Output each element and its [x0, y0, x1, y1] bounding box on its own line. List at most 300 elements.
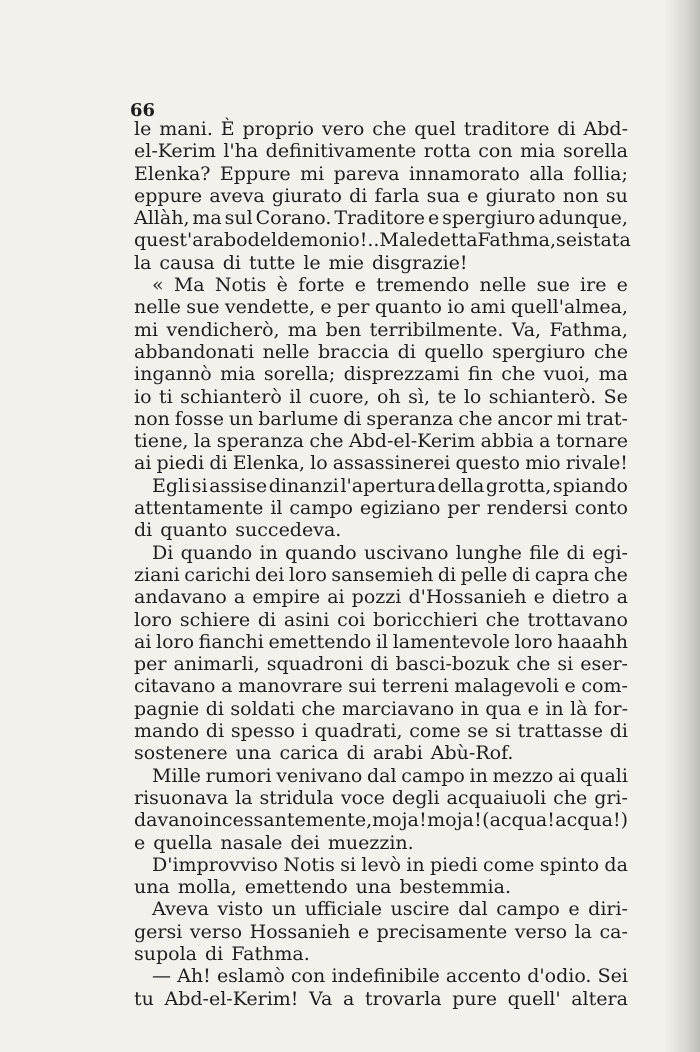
- word: in: [259, 541, 278, 564]
- word: accento: [445, 965, 522, 988]
- word: loro: [134, 608, 173, 631]
- word: basci-bozuk: [395, 653, 510, 676]
- word: verso: [514, 920, 568, 943]
- word: schianterò: [180, 385, 282, 408]
- text-line: [134, 965, 628, 987]
- word: ingannò: [134, 363, 212, 386]
- word: spergiuro: [492, 340, 586, 363]
- word: speranza: [216, 430, 304, 453]
- body-text: [134, 118, 631, 1010]
- word: Di: [152, 541, 174, 564]
- word: di: [205, 697, 224, 720]
- word: il: [289, 385, 302, 408]
- text-line: [134, 698, 628, 720]
- word: lamentevole: [392, 630, 510, 653]
- word: una: [235, 742, 272, 765]
- word: e: [134, 831, 146, 854]
- word: la: [574, 920, 592, 943]
- word: la: [235, 786, 253, 809]
- word: alla: [529, 162, 565, 185]
- word: (acqua!: [482, 809, 555, 832]
- word: andavano: [134, 586, 227, 609]
- word: di: [557, 118, 576, 140]
- word: tutte: [248, 251, 296, 274]
- word: terribilmente.: [369, 318, 504, 341]
- word: Eppure: [219, 162, 291, 185]
- text-line: [134, 675, 628, 697]
- word: si: [557, 653, 574, 676]
- spine-shadow: [664, 0, 700, 1052]
- word: e: [467, 184, 479, 207]
- word: spergiuro: [442, 207, 536, 230]
- word: ancor: [497, 407, 553, 430]
- word: molla,: [177, 876, 237, 899]
- word: su: [605, 184, 628, 207]
- word: file: [529, 541, 560, 564]
- word: bestemmia.: [399, 876, 511, 899]
- text-line: [134, 163, 628, 185]
- word: di: [209, 452, 228, 475]
- word: in: [545, 697, 564, 720]
- word: lo: [463, 385, 482, 408]
- word: disgrazie!: [372, 251, 468, 274]
- word: mio: [525, 452, 561, 475]
- word: mia: [520, 140, 556, 163]
- word: non: [562, 184, 599, 207]
- word: quali: [580, 764, 628, 787]
- word: acquaiuoli: [446, 786, 547, 809]
- word: capra: [534, 563, 590, 586]
- word: ami: [470, 296, 506, 319]
- word: in: [460, 697, 479, 720]
- word: di: [511, 563, 531, 586]
- text-line: [134, 631, 628, 653]
- word: l'ha: [223, 140, 259, 163]
- text-line: [134, 475, 628, 497]
- word: fin: [467, 363, 493, 386]
- word: io: [447, 296, 465, 319]
- word: quando: [180, 541, 253, 564]
- word: per: [337, 296, 370, 319]
- word: Hossanieh: [249, 920, 351, 943]
- word: di: [346, 742, 365, 765]
- word: «: [152, 274, 164, 297]
- text-line: [134, 653, 628, 675]
- word: ai: [134, 452, 152, 475]
- word: io: [134, 385, 152, 408]
- word: eser-: [580, 653, 628, 676]
- word: emettendo: [244, 876, 348, 899]
- word: e: [564, 675, 576, 698]
- word: di: [205, 720, 225, 743]
- word: e: [320, 296, 332, 319]
- word: quello: [424, 340, 484, 363]
- word: abbia: [480, 430, 534, 453]
- word: mezzo: [492, 764, 554, 787]
- word: rotta: [423, 140, 471, 163]
- word: Elenka,: [232, 452, 306, 475]
- word: indefinibile: [331, 965, 440, 988]
- word: di: [370, 653, 389, 676]
- text-line: [134, 742, 628, 764]
- text-line: [134, 609, 628, 631]
- word: dei: [254, 563, 285, 586]
- word: Ma: [173, 274, 205, 297]
- word: da: [604, 853, 628, 876]
- word: definitivamente: [265, 140, 417, 163]
- word: dei: [290, 831, 320, 854]
- word: coi: [337, 608, 366, 631]
- word: ai: [134, 630, 152, 653]
- word: D'improvviso: [152, 853, 278, 876]
- word: grotta,: [485, 474, 552, 497]
- word: un: [271, 898, 297, 921]
- word: È: [220, 118, 235, 140]
- word: asini: [283, 608, 330, 631]
- word: ma: [598, 363, 628, 386]
- word: spesso: [230, 720, 295, 743]
- word: speranza: [366, 407, 454, 430]
- word: dietro: [551, 586, 610, 609]
- text-line: [134, 452, 628, 474]
- word: spinto: [539, 853, 600, 876]
- word: pure: [452, 987, 497, 1010]
- word: abbandonati: [134, 340, 255, 363]
- word: —: [152, 965, 171, 988]
- word: di: [134, 519, 153, 542]
- word: spiando: [552, 474, 628, 497]
- word: di: [437, 563, 457, 586]
- word: Abd-el-Kerim: [348, 430, 476, 453]
- word: mie: [328, 251, 365, 274]
- word: for-: [594, 697, 628, 720]
- text-line: [134, 809, 628, 831]
- word: d'odio.: [527, 965, 592, 988]
- word: Fathma.: [231, 942, 310, 965]
- word: boricchieri: [373, 608, 478, 631]
- text-line: [134, 564, 628, 586]
- word: eppure: [134, 184, 203, 207]
- word: la: [193, 430, 212, 453]
- word: sue: [536, 274, 570, 297]
- word: tornare: [555, 430, 628, 453]
- word: carichi: [184, 563, 251, 586]
- word: Va,: [511, 318, 542, 341]
- word: Maledetta: [379, 229, 478, 252]
- word: Va: [309, 987, 333, 1010]
- word: soldati: [230, 697, 295, 720]
- word: come: [483, 853, 535, 876]
- word: ben: [325, 318, 362, 341]
- word: che: [553, 786, 588, 809]
- word: levò: [361, 853, 401, 876]
- word: sì,: [408, 385, 431, 408]
- word: voce: [340, 786, 385, 809]
- word: te: [437, 385, 457, 408]
- word: un: [228, 407, 254, 430]
- text-line: [134, 898, 628, 920]
- word: si: [191, 474, 208, 497]
- word: trattasse: [517, 720, 603, 743]
- word: loro: [514, 630, 553, 653]
- word: Mille: [152, 764, 201, 787]
- word: Fathma,: [549, 318, 628, 341]
- word: incessantemente,moja: [203, 809, 419, 832]
- word: che: [301, 697, 336, 720]
- word: stata: [583, 229, 631, 252]
- word: campo: [496, 898, 560, 921]
- word: mani.: [159, 118, 213, 140]
- word: emettendo: [268, 630, 372, 653]
- word: com-: [581, 675, 628, 698]
- word: degli: [391, 786, 440, 809]
- word: eslamò: [216, 965, 285, 988]
- page-number: 66: [130, 100, 156, 121]
- word: d'Hossanieh: [408, 586, 527, 609]
- word: campo: [401, 764, 465, 787]
- word: rivale!: [565, 452, 628, 475]
- word: ai: [557, 764, 576, 787]
- word: Abù-Rof.: [430, 742, 514, 765]
- word: sansemieh: [331, 563, 434, 586]
- word: schiere: [179, 608, 251, 631]
- word: della: [437, 474, 485, 497]
- word: vendette,: [224, 296, 316, 319]
- word: citavano: [134, 675, 216, 698]
- word: gri-: [594, 786, 628, 809]
- text-line: [134, 185, 628, 207]
- word: trat-: [585, 407, 628, 430]
- word: che: [501, 363, 536, 386]
- word: a: [616, 586, 628, 609]
- word: giurato: [271, 184, 342, 207]
- word: in: [406, 853, 425, 876]
- word: tu: [134, 987, 154, 1010]
- word: Ah!: [177, 965, 211, 988]
- word: ziani: [134, 563, 180, 586]
- text-line: [134, 921, 628, 943]
- word: pelle: [460, 563, 508, 586]
- word: loro: [288, 563, 327, 586]
- text-line: [134, 586, 628, 608]
- word: dal: [366, 764, 397, 787]
- word: precisamente: [376, 920, 508, 943]
- word: i: [301, 720, 308, 743]
- text-line: [134, 832, 628, 854]
- word: campo: [289, 497, 353, 520]
- word: di: [343, 407, 362, 430]
- word: Notis: [283, 853, 335, 876]
- word: una: [355, 876, 392, 899]
- word: stridula: [259, 786, 334, 809]
- word: si: [495, 720, 511, 743]
- word: di: [205, 942, 224, 965]
- word: fianchi: [198, 630, 264, 653]
- word: cuore,: [308, 385, 370, 408]
- word: barlume: [258, 407, 339, 430]
- word: quell': [507, 987, 561, 1010]
- word: quell'almea,: [510, 296, 628, 319]
- word: aveva: [209, 184, 265, 207]
- word: tiene,: [134, 430, 189, 453]
- text-line: [134, 386, 628, 408]
- word: con: [478, 140, 513, 163]
- word: terreni: [382, 675, 449, 698]
- word: ti: [158, 385, 173, 408]
- word: Traditore: [334, 207, 426, 230]
- word: nelle: [262, 340, 310, 363]
- word: quando: [285, 541, 357, 564]
- word: di: [257, 608, 277, 631]
- word: di: [609, 720, 628, 743]
- word: il: [270, 497, 283, 520]
- word: che: [372, 118, 407, 140]
- word: innamorato: [408, 162, 520, 185]
- word: mando: [134, 720, 200, 743]
- word: sul: [224, 207, 253, 230]
- word: sorella: [562, 140, 628, 163]
- word: pagnie: [134, 697, 200, 720]
- word: e: [568, 898, 580, 921]
- word: qua: [485, 697, 522, 720]
- word: una: [134, 876, 170, 899]
- word: Abd-el-Kerim!: [164, 987, 299, 1010]
- word: con: [290, 965, 326, 988]
- word: !: [419, 809, 427, 832]
- word: là: [570, 697, 588, 720]
- word: a: [539, 430, 551, 453]
- word: succedeva.: [235, 519, 342, 542]
- word: egi-: [592, 541, 628, 564]
- word: braccia: [317, 340, 390, 363]
- word: ma: [192, 207, 222, 230]
- word: moja: [427, 809, 474, 832]
- word: el-Kerim: [134, 140, 216, 163]
- word: trovarla: [364, 987, 442, 1010]
- word: di: [397, 340, 416, 363]
- word: e: [527, 697, 539, 720]
- text-line: [134, 542, 628, 564]
- word: adunque,: [538, 207, 628, 230]
- word: dal: [458, 898, 488, 921]
- word: lunghe: [455, 541, 522, 564]
- word: e: [533, 586, 545, 609]
- word: ai: [327, 586, 345, 609]
- word: mi: [556, 407, 582, 430]
- word: gersi: [134, 920, 183, 943]
- text-line: [134, 140, 628, 162]
- word: Elenka?: [134, 162, 211, 185]
- word: che: [458, 407, 493, 430]
- text-line: [134, 497, 628, 519]
- word: di: [349, 184, 368, 207]
- word: pozzi: [351, 586, 402, 609]
- text-line: [134, 296, 628, 318]
- text-line: [134, 519, 628, 541]
- word: quel: [414, 118, 456, 140]
- word: per: [134, 653, 167, 676]
- text-line: [134, 274, 628, 296]
- word: oh: [377, 385, 401, 408]
- word: acqua!): [555, 809, 628, 832]
- word: causa: [159, 251, 215, 274]
- word: mia: [220, 363, 256, 386]
- text-line: [134, 988, 628, 1010]
- word: diri-: [588, 898, 628, 921]
- text-line: [134, 363, 628, 385]
- word: quanto: [374, 296, 442, 319]
- word: in: [469, 764, 488, 787]
- word: che: [593, 340, 628, 363]
- word: verso: [189, 920, 243, 943]
- word: ma: [287, 318, 318, 341]
- word: sorella;: [263, 363, 336, 386]
- word: per: [447, 497, 480, 520]
- word: Fathma,: [477, 229, 557, 252]
- word: carica: [279, 742, 339, 765]
- text-line: [134, 118, 628, 140]
- word: Notis: [214, 274, 267, 297]
- word: ire: [580, 274, 607, 297]
- word: uscire: [390, 898, 450, 921]
- word: come: [409, 720, 461, 743]
- word: forte: [298, 274, 345, 297]
- word: vuoi,: [543, 363, 591, 386]
- word: la: [134, 251, 152, 274]
- word: piedi: [429, 853, 478, 876]
- word: supola: [134, 942, 197, 965]
- word: è: [276, 274, 288, 297]
- text-line: [134, 430, 628, 452]
- word: disprezzami: [343, 363, 460, 386]
- word: che: [516, 653, 551, 676]
- word: follia;: [573, 162, 628, 185]
- word: il: [375, 630, 389, 653]
- word: squadroni: [266, 653, 364, 676]
- word: sui: [348, 675, 377, 698]
- word: altera: [571, 987, 628, 1010]
- word: non: [134, 407, 170, 430]
- word: risuonava: [134, 786, 229, 809]
- word: di: [566, 541, 585, 564]
- word: che: [309, 430, 344, 453]
- word: piedi: [156, 452, 205, 475]
- word: assassinerei: [332, 452, 451, 475]
- text-line: [134, 207, 628, 229]
- text-line: [134, 229, 631, 252]
- word: Allàh,: [134, 207, 190, 230]
- word: Se: [603, 385, 628, 408]
- text-line: [134, 765, 628, 787]
- word: egiziano: [359, 497, 441, 520]
- text-line: [134, 854, 628, 876]
- word: rumori: [205, 764, 272, 787]
- word: haaahh: [557, 630, 628, 653]
- text-line: [134, 943, 628, 965]
- word: vero: [321, 118, 365, 140]
- word: manovrare: [238, 675, 343, 698]
- word: se: [467, 720, 489, 743]
- word: uscivano: [363, 541, 449, 564]
- word: Aveva: [152, 898, 209, 921]
- word: giurato: [485, 184, 556, 207]
- word: venivano: [276, 764, 363, 787]
- word: quest'arabo: [134, 229, 248, 252]
- word: empire: [252, 586, 321, 609]
- word: visto: [217, 898, 264, 921]
- word: le: [303, 251, 321, 274]
- word: che: [593, 563, 628, 586]
